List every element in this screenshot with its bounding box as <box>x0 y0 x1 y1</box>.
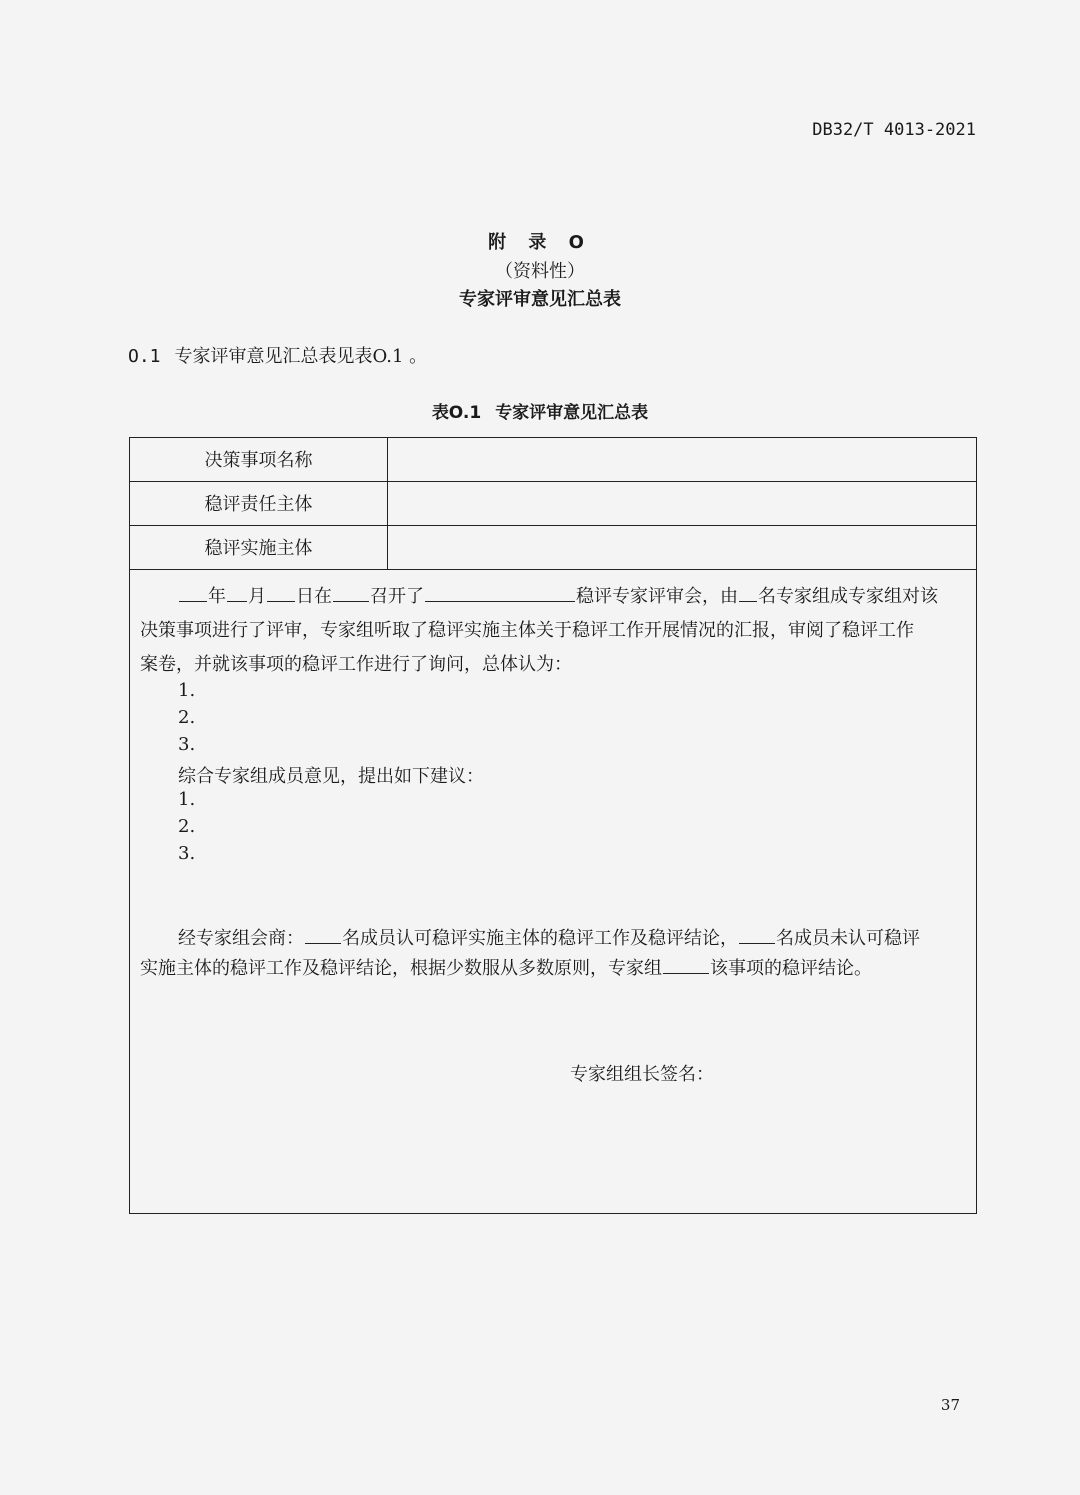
section-o1 <box>128 342 427 368</box>
consult-line1: 经专家组会商： 名成员认可稳评实施主体的稳评工作及稳评结论， 名成员未认可稳评 <box>178 924 920 950</box>
approve-count-blank[interactable] <box>305 925 341 944</box>
para1-line3: 案卷，并就该事项的稳评工作进行了询问，总体认为： <box>140 654 572 675</box>
row-decision-name <box>130 438 976 482</box>
month-blank[interactable] <box>227 583 247 602</box>
section-number: O.1 <box>128 346 161 367</box>
row-label: 决策事项名称 <box>130 438 388 481</box>
row-implementing-party <box>130 526 976 570</box>
row-label: 稳评实施主体 <box>130 526 388 569</box>
suggestion-item: 1. <box>178 789 196 810</box>
appendix-name: 专家评审意见汇总表 <box>459 289 621 310</box>
para1-line2: 决策事项进行了评审，专家组听取了稳评实施主体关于稳评工作开展情况的汇报，审阅了稳评工作 <box>140 620 914 641</box>
expert-count-blank[interactable] <box>739 583 757 602</box>
document-id: DB32/T 4013-2021 <box>812 120 976 140</box>
finding-item: 3. <box>178 734 196 755</box>
review-summary-form <box>129 437 977 1214</box>
suggestion-item: 2. <box>178 816 196 837</box>
table-caption <box>0 398 1080 423</box>
responsible-party-field[interactable] <box>388 482 976 525</box>
section-text: 专家评审意见汇总表见表O.1 。 <box>174 346 428 367</box>
table-caption-number: 表O.1 <box>431 403 482 423</box>
place-blank[interactable] <box>333 583 369 602</box>
suggestion-intro: 综合专家组成员意见，提出如下建议： <box>178 766 484 787</box>
appendix-title: 附 录 O <box>488 232 592 253</box>
leader-signature-label: 专家组组长签名： <box>570 1064 714 1085</box>
year-blank[interactable] <box>179 583 207 602</box>
finding-item: 1. <box>178 680 196 701</box>
table-caption-title: 专家评审意见汇总表 <box>495 403 649 423</box>
row-label: 稳评责任主体 <box>130 482 388 525</box>
consult-line2: 实施主体的稳评工作及稳评结论，根据少数服从多数原则，专家组 该事项的稳评结论。 <box>140 954 872 980</box>
opinion-body <box>130 570 976 1213</box>
para1-line1: 年 月 日在 召开了 稳评专家评审会，由 名专家组成专家组对该 <box>178 582 938 608</box>
row-responsible-party <box>130 482 976 526</box>
suggestion-item: 3. <box>178 843 196 864</box>
implementing-party-field[interactable] <box>388 526 976 569</box>
decision-name-field[interactable] <box>388 438 976 481</box>
page-number: 37 <box>940 1396 960 1414</box>
conclusion-blank[interactable] <box>663 955 709 974</box>
reject-count-blank[interactable] <box>739 925 775 944</box>
meeting-name-blank[interactable] <box>425 583 575 602</box>
finding-item: 2. <box>178 707 196 728</box>
day-blank[interactable] <box>267 583 295 602</box>
appendix-nature: （资料性） <box>495 261 585 282</box>
